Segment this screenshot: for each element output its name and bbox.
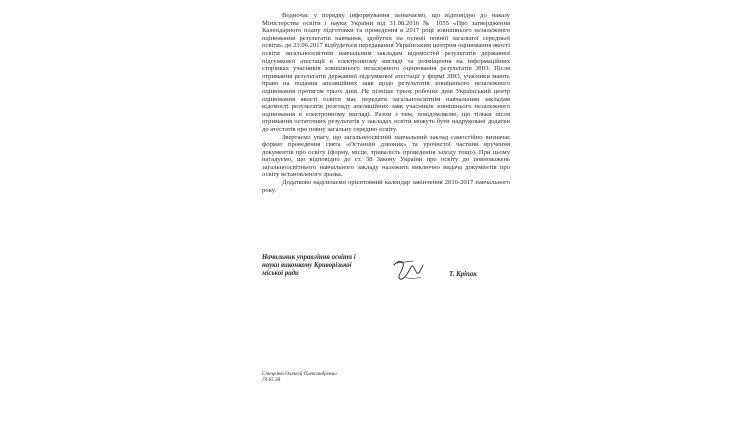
signer-name: Т. Кріпак bbox=[449, 271, 477, 278]
position-line: Начальник управління освіти і bbox=[262, 254, 356, 261]
position-line: науки виконкому Криворізької bbox=[262, 262, 352, 270]
signatory-position bbox=[262, 254, 382, 279]
executor-info bbox=[262, 371, 337, 384]
paragraph-2: Звертаємо увагу, що загальноосвітній навчальний заклад самостійно визначає формат проведення свята «Останній дзвоник» та урочистої частини вручення документів про освіту (форму, місце, тривалість проведення заходу тощо). При цьому нагадуємо, що відповідно до ст. 38 Закону України про освіту до повноважень загальноосвітнього навчального закладу належить виключно видача документів про освіту встановленого зразка. bbox=[262, 133, 510, 179]
executor-name: Стеценко Олексій Олександрович bbox=[262, 371, 337, 377]
paragraph-3: Додатково надсилаємо орієнтовний календар закінчення 2016-2017 навчального року. bbox=[262, 179, 510, 194]
executor-phone: 74 65 38 bbox=[262, 377, 281, 384]
paragraph-1: Водночас у порядку інформування зазначаємо, що відповідно до наказу Міністерства освіти і науки України від 31.08.2016 № 1055 «Про затвердження Календарного плану підготовки та проведення в 2017 році зовнішнього незалежного оцінювання результатів навчання, здобутих на основі повної загальної середньої освіти» до 23.06.2017 відбудеться передавання Українським центром оцінювання якості освіти загальноосвітнім навчальним закладам відомостей результатів державної підсумкової атестації в електронному вигляді та розміщення на інформаційних сторінках учасників зовнішнього незалежного оцінювання результатів ЗНО. Після отримання результатів державної підсумкової атестації у формі ЗНО, учасники мають право на подання апеляційних заяв щодо результатів зовнішнього незалежного оцінювання протягом трьох днів. Не пізніше трьох робочих днів Український центр оцінювання якості освіти має передати загальноосвітнім навчальним закладам відомості результатів розгляду апеляційних заяв учасників зовнішнього незалежного оцінювання в електронному вигляді. Разом з тим, повідомляємо, що тільки після отримання остаточних результатів у закладах освіти можуть бути надруковані додатки до атестатів про повну загальну середню освіту. bbox=[262, 12, 510, 133]
position-line: міської ради bbox=[262, 270, 299, 278]
handwritten-signature bbox=[391, 257, 425, 283]
letter-body bbox=[262, 12, 510, 194]
